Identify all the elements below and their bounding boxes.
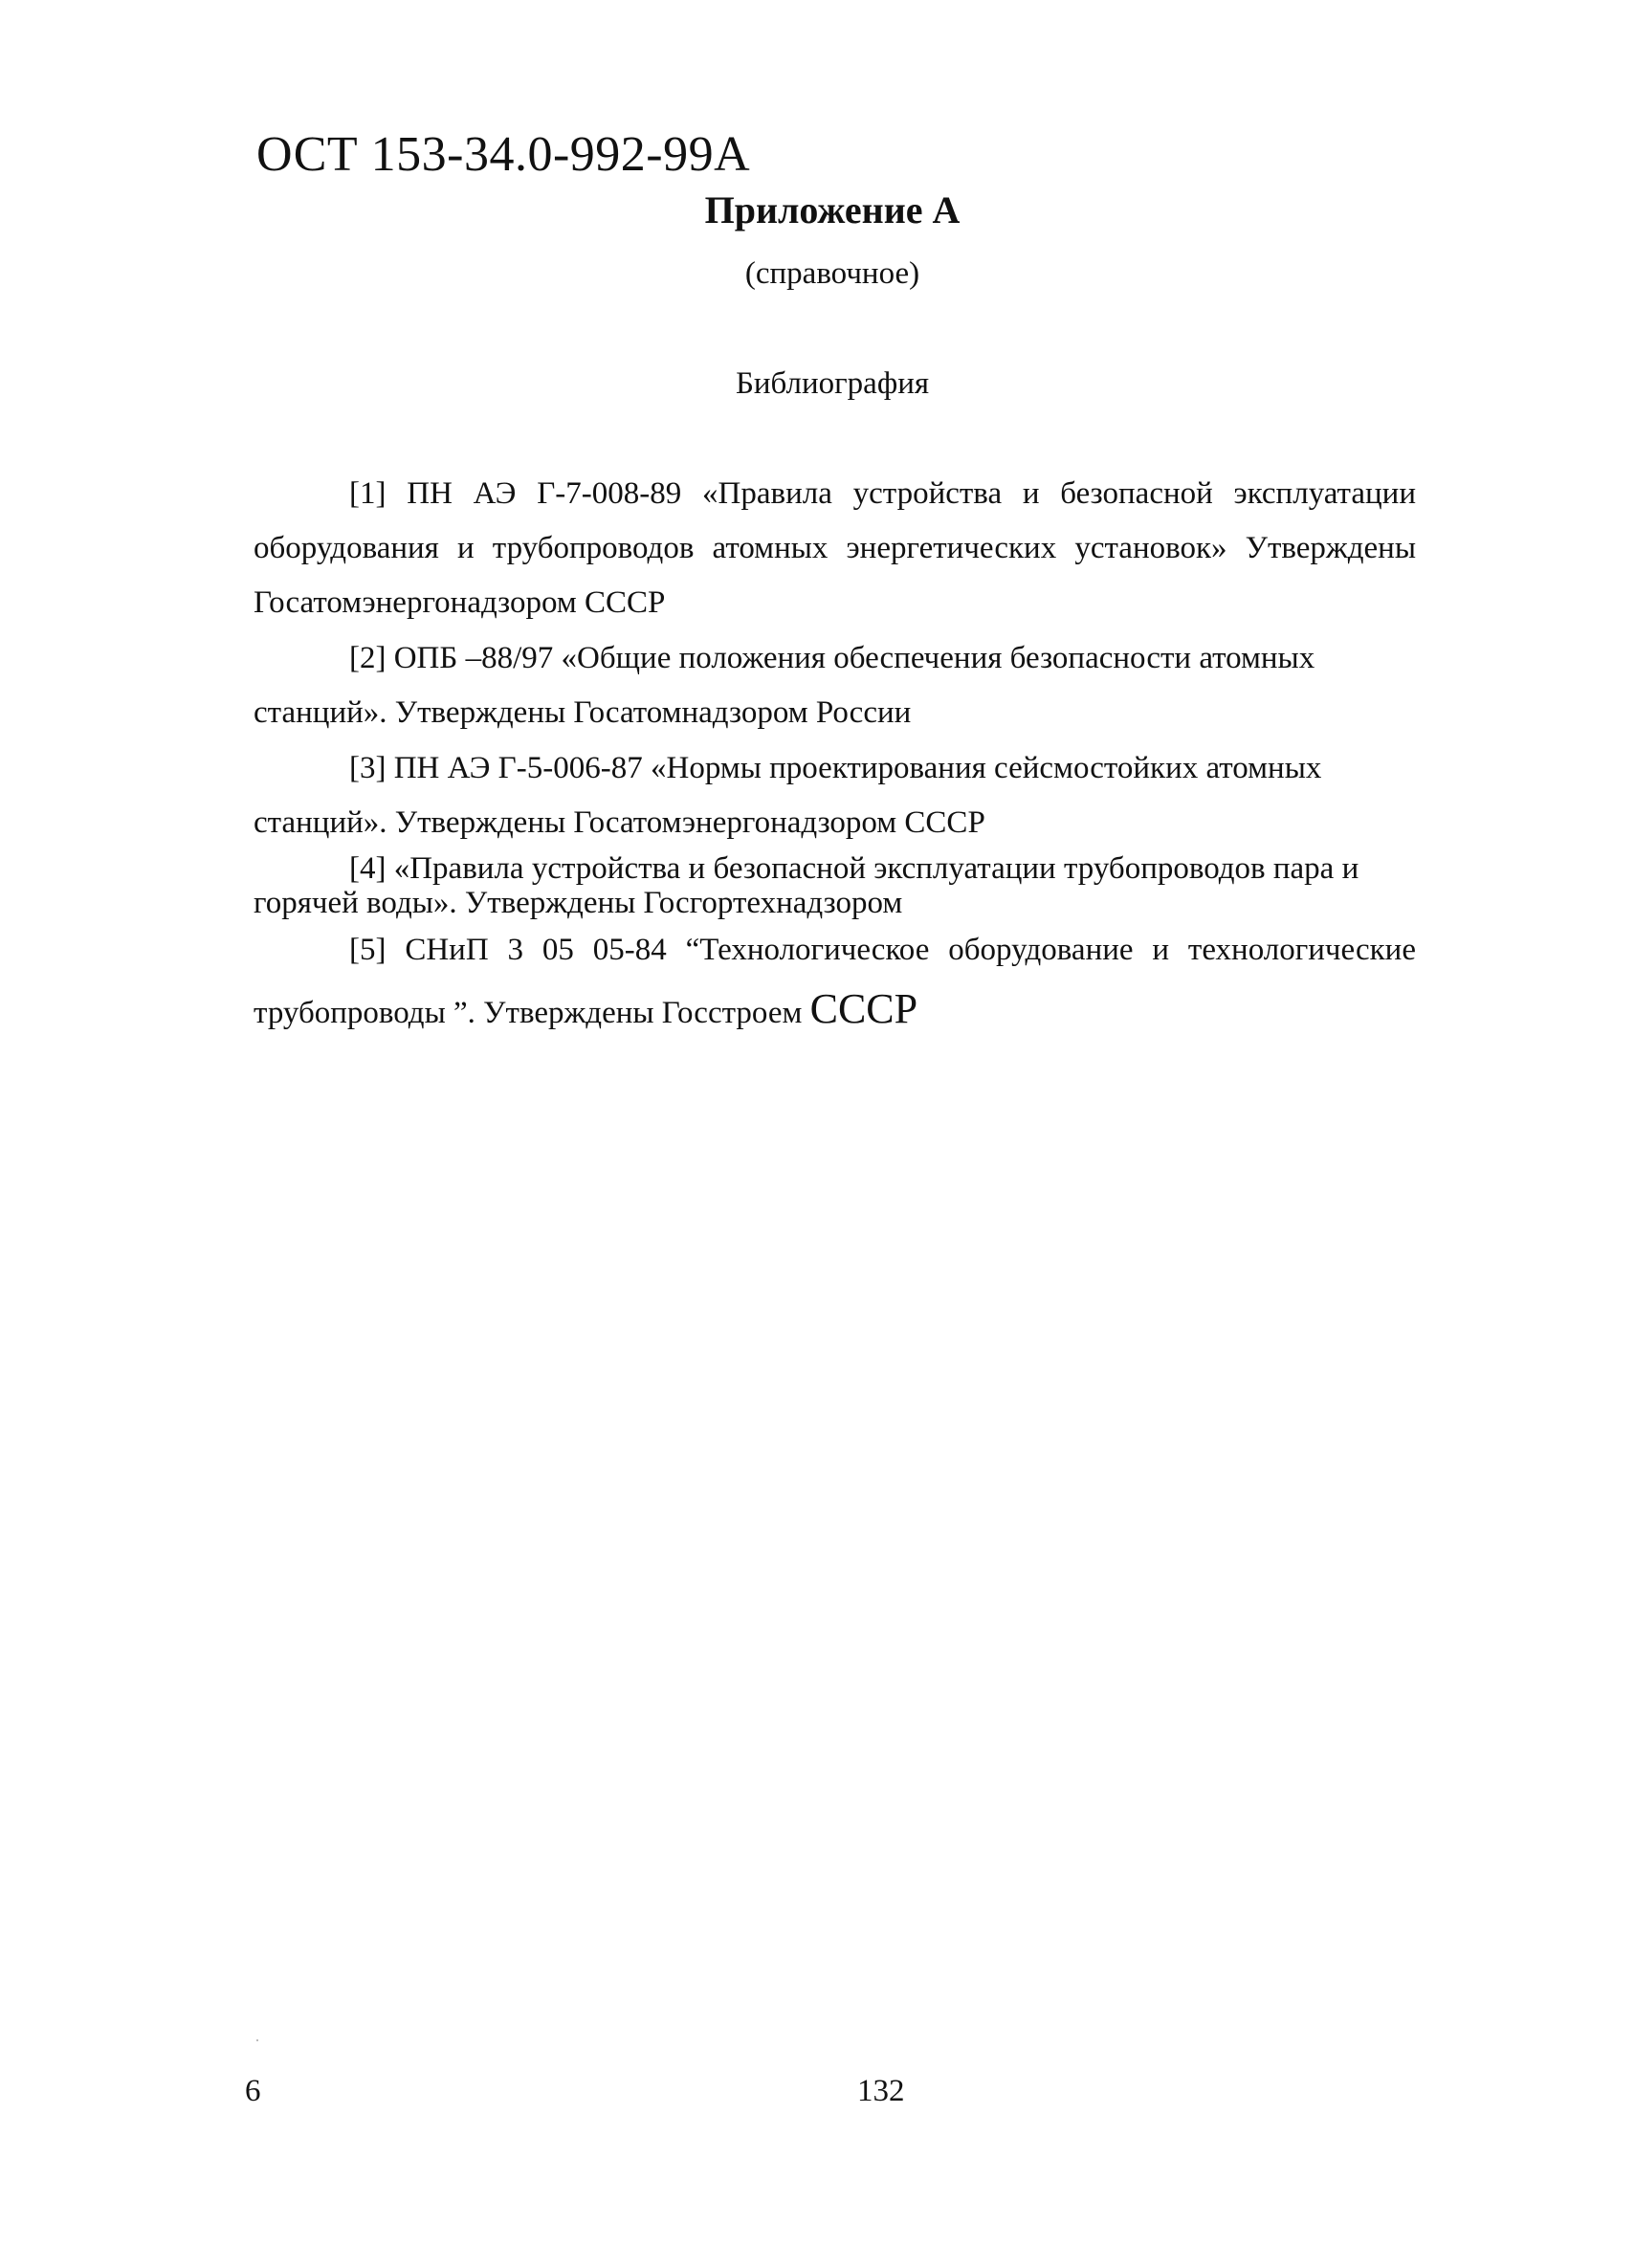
- bib-line-tail: СССР: [809, 985, 918, 1032]
- bibliography-entry-4: [254, 851, 1416, 920]
- bibliography-entry-2: [254, 631, 1416, 740]
- bib-line: [254, 980, 1416, 1043]
- bibliography-entry-5: [254, 920, 1416, 1043]
- bib-line-text: трубопроводы ”. Утверждены Госстроем: [254, 996, 803, 1030]
- bib-line: Госатомэнергонадзором СССР: [254, 585, 666, 620]
- bibliography-heading: Библиография: [735, 366, 930, 401]
- bibliography-entry-3: [254, 741, 1416, 850]
- page-number: 132: [857, 2074, 905, 2108]
- scan-speck: [256, 2039, 258, 2041]
- bib-line: оборудования и трубопроводов атомных энергетических установок» Утверждены: [254, 531, 1416, 565]
- bib-line: [5] СНиП 3 05 05-84 “Технологическое оборудование и технологические: [349, 933, 1416, 967]
- bib-line: станций». Утверждены Госатомнадзором России: [254, 695, 912, 730]
- appendix-type: (справочное): [744, 256, 920, 291]
- bib-line: горячей воды». Утверждены Госгортехнадзором: [254, 886, 903, 920]
- bib-line: станций». Утверждены Госатомэнергонадзором СССР: [254, 805, 985, 840]
- bib-line: [3] ПН АЭ Г-5-006-87 «Нормы проектирования сейсмостойких атомных: [349, 751, 1322, 785]
- bibliography-entry-1: [254, 467, 1416, 630]
- bib-line: [4] «Правила устройства и безопасной эксплуатации трубопроводов пара и: [349, 851, 1359, 886]
- bib-line: [2] ОПБ –88/97 «Общие положения обеспечения безопасности атомных: [349, 641, 1315, 675]
- bib-line: [1] ПН АЭ Г-7-008-89 «Правила устройства и безопасной эксплуатации: [349, 476, 1416, 511]
- appendix-title: Приложение А: [704, 188, 961, 231]
- document-code: ОСТ 153-34.0-992-99А: [256, 127, 751, 182]
- footer-left-number: 6: [245, 2074, 261, 2108]
